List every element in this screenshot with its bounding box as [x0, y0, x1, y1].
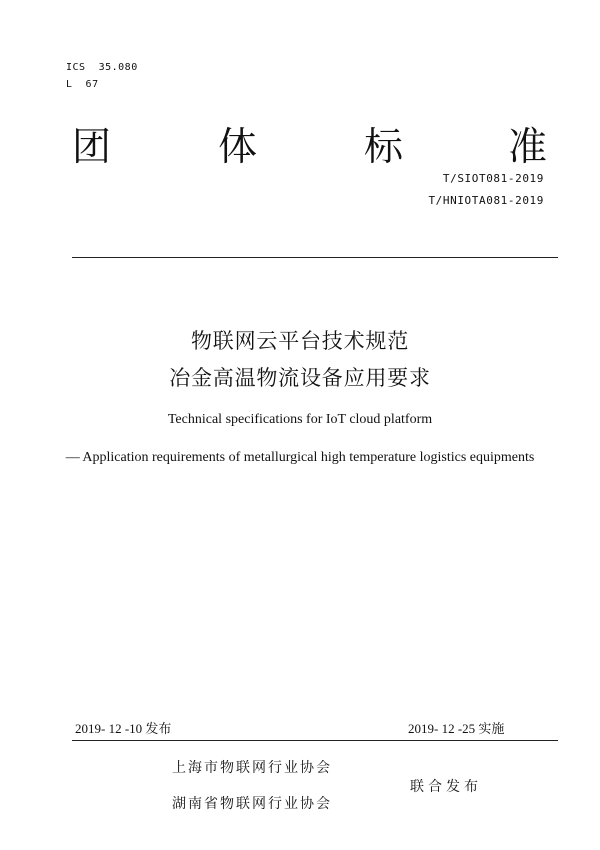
publisher-org: 湖南省物联网行业协会	[172, 796, 332, 812]
ics-code: ICS 35.080	[66, 62, 138, 73]
implementation-date: 2019- 12 -25 实施	[408, 721, 505, 736]
ccs-code: L 67	[66, 79, 99, 90]
joint-release-label: 联合发布	[410, 779, 482, 795]
standard-type-char: 体	[218, 125, 258, 170]
standard-code: T/SIOT081-2019	[442, 172, 544, 185]
footer-divider	[72, 740, 558, 741]
standard-type-char: 标	[364, 125, 404, 170]
issue-date: 2019- 12 -10 发布	[75, 721, 172, 736]
header-divider	[72, 257, 558, 258]
title-cn-line2: 冶金高温物流设备应用要求	[169, 366, 431, 390]
title-en-line2: — Application requirements of metallurgical high temperature logistics equipments	[65, 450, 535, 465]
standard-code: T/HNIOTA081-2019	[428, 194, 544, 207]
standard-type-char: 准	[508, 125, 548, 170]
title-cn-line1: 物联网云平台技术规范	[191, 329, 409, 353]
standard-type-char: 团	[72, 125, 112, 170]
title-en-line1: Technical specifications for IoT cloud platform	[167, 412, 433, 427]
publisher-org: 上海市物联网行业协会	[172, 760, 332, 776]
